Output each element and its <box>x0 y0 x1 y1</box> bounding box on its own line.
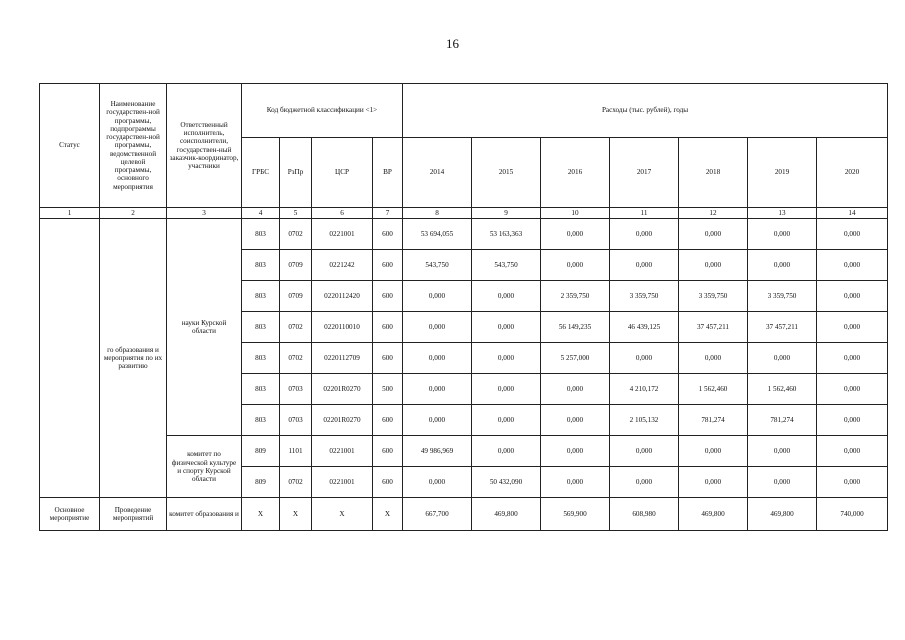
grbs-cell: 803 <box>242 250 280 281</box>
header-name: Наименование государствен-ной программы, подпрограммы государствен-ной программы, ведомственной целевой программы, основного мероприятия <box>100 84 167 208</box>
expense-cell: 0,000 <box>679 467 748 498</box>
column-number: 4 <box>242 208 280 219</box>
header-rzpr: РзПр <box>280 138 312 208</box>
rzpr-cell: 0702 <box>280 219 312 250</box>
table-row <box>40 219 888 250</box>
expense-cell: 3 359,750 <box>679 281 748 312</box>
expense-cell: 56 149,235 <box>541 312 610 343</box>
grbs-cell: 809 <box>242 467 280 498</box>
expense-cell: 0,000 <box>403 467 472 498</box>
expense-cell: 4 210,172 <box>610 374 679 405</box>
expense-cell: 0,000 <box>541 219 610 250</box>
expense-cell: 0,000 <box>541 467 610 498</box>
header-responsible: Ответственный исполнитель, соисполнители, государствен-ный заказчик-координатор, участники <box>167 84 242 208</box>
expense-cell: 37 457,211 <box>748 312 817 343</box>
expense-cell: 0,000 <box>817 312 888 343</box>
rzpr-cell: Х <box>280 498 312 531</box>
header-csr: ЦСР <box>312 138 373 208</box>
expense-cell: 50 432,090 <box>472 467 541 498</box>
vr-cell: 500 <box>373 374 403 405</box>
csr-cell: 02201R0270 <box>312 405 373 436</box>
header-budget-code: Код бюджетной классификации <1> <box>242 84 403 138</box>
status-cell <box>40 219 100 498</box>
grbs-cell: 803 <box>242 374 280 405</box>
vr-cell: 600 <box>373 343 403 374</box>
expense-cell: 1 562,460 <box>679 374 748 405</box>
csr-cell: 0221001 <box>312 436 373 467</box>
header-year: 2016 <box>541 138 610 208</box>
expense-cell: 0,000 <box>817 467 888 498</box>
expense-cell: 0,000 <box>403 405 472 436</box>
expense-cell: 53 694,055 <box>403 219 472 250</box>
csr-cell: 0221001 <box>312 219 373 250</box>
csr-cell: 0220112420 <box>312 281 373 312</box>
expense-cell: 1 562,460 <box>748 374 817 405</box>
expense-cell: 781,274 <box>679 405 748 436</box>
expense-cell: 53 163,363 <box>472 219 541 250</box>
expense-cell: 469,800 <box>472 498 541 531</box>
program-name-cell: Проведение мероприятий <box>100 498 167 531</box>
expense-cell: 469,800 <box>748 498 817 531</box>
expense-cell: 0,000 <box>817 250 888 281</box>
expense-cell: 0,000 <box>472 374 541 405</box>
csr-cell: Х <box>312 498 373 531</box>
vr-cell: 600 <box>373 281 403 312</box>
expense-cell: 0,000 <box>679 219 748 250</box>
expense-cell: 0,000 <box>610 219 679 250</box>
grbs-cell: Х <box>242 498 280 531</box>
table-row <box>40 436 888 467</box>
expense-cell: 0,000 <box>472 405 541 436</box>
column-number: 10 <box>541 208 610 219</box>
vr-cell: 600 <box>373 219 403 250</box>
grbs-cell: 803 <box>242 312 280 343</box>
expense-cell: 0,000 <box>748 250 817 281</box>
program-name-cell: го образования и мероприятия по их развитию <box>100 219 167 498</box>
expense-cell: 0,000 <box>403 312 472 343</box>
expense-cell: 0,000 <box>610 436 679 467</box>
header-status: Статус <box>40 84 100 208</box>
expense-cell: 0,000 <box>679 250 748 281</box>
column-number: 14 <box>817 208 888 219</box>
expense-cell: 3 359,750 <box>610 281 679 312</box>
header-grbs: ГРБС <box>242 138 280 208</box>
expense-cell: 0,000 <box>610 343 679 374</box>
expense-cell: 740,000 <box>817 498 888 531</box>
responsible-cell: комитет образования и <box>167 498 242 531</box>
header-year: 2020 <box>817 138 888 208</box>
vr-cell: 600 <box>373 250 403 281</box>
csr-cell: 0221242 <box>312 250 373 281</box>
grbs-cell: 803 <box>242 219 280 250</box>
rzpr-cell: 0702 <box>280 467 312 498</box>
csr-cell: 0220110010 <box>312 312 373 343</box>
expense-cell: 0,000 <box>541 405 610 436</box>
expense-cell: 0,000 <box>541 436 610 467</box>
grbs-cell: 803 <box>242 405 280 436</box>
expense-cell: 543,750 <box>472 250 541 281</box>
expense-cell: 0,000 <box>748 343 817 374</box>
csr-cell: 02201R0270 <box>312 374 373 405</box>
csr-cell: 0221001 <box>312 467 373 498</box>
column-numbers-row <box>40 208 888 219</box>
header-year: 2014 <box>403 138 472 208</box>
expense-cell: 0,000 <box>679 436 748 467</box>
expense-cell: 0,000 <box>817 219 888 250</box>
column-number: 11 <box>610 208 679 219</box>
header-year: 2015 <box>472 138 541 208</box>
header-year: 2018 <box>679 138 748 208</box>
vr-cell: 600 <box>373 312 403 343</box>
budget-table <box>39 83 888 531</box>
expense-cell: 0,000 <box>472 436 541 467</box>
expense-cell: 0,000 <box>541 374 610 405</box>
rzpr-cell: 1101 <box>280 436 312 467</box>
expense-cell: 0,000 <box>817 374 888 405</box>
expense-cell: 0,000 <box>748 219 817 250</box>
expense-cell: 2 359,750 <box>541 281 610 312</box>
vr-cell: 600 <box>373 467 403 498</box>
expense-cell: 49 986,969 <box>403 436 472 467</box>
expense-cell: 0,000 <box>610 250 679 281</box>
column-number: 8 <box>403 208 472 219</box>
expense-cell: 5 257,000 <box>541 343 610 374</box>
rzpr-cell: 0703 <box>280 374 312 405</box>
expense-cell: 37 457,211 <box>679 312 748 343</box>
expense-cell: 0,000 <box>541 250 610 281</box>
expense-cell: 2 105,132 <box>610 405 679 436</box>
column-number: 13 <box>748 208 817 219</box>
expense-cell: 543,750 <box>403 250 472 281</box>
csr-cell: 0220112709 <box>312 343 373 374</box>
status-cell: Основное мероприятие <box>40 498 100 531</box>
expense-cell: 0,000 <box>817 281 888 312</box>
column-number: 3 <box>167 208 242 219</box>
grbs-cell: 803 <box>242 343 280 374</box>
column-number: 5 <box>280 208 312 219</box>
rzpr-cell: 0709 <box>280 250 312 281</box>
page-number: 16 <box>446 36 459 51</box>
column-number: 1 <box>40 208 100 219</box>
expense-cell: 667,700 <box>403 498 472 531</box>
column-number: 2 <box>100 208 167 219</box>
expense-cell: 3 359,750 <box>748 281 817 312</box>
expense-cell: 46 439,125 <box>610 312 679 343</box>
expense-cell: 0,000 <box>817 436 888 467</box>
expense-cell: 0,000 <box>817 343 888 374</box>
header-row <box>40 84 888 138</box>
expense-cell: 0,000 <box>403 343 472 374</box>
grbs-cell: 809 <box>242 436 280 467</box>
column-number: 6 <box>312 208 373 219</box>
vr-cell: 600 <box>373 405 403 436</box>
column-number: 7 <box>373 208 403 219</box>
rzpr-cell: 0702 <box>280 312 312 343</box>
responsible-cell: науки Курской области <box>167 219 242 436</box>
expense-cell: 0,000 <box>748 436 817 467</box>
responsible-cell: комитет по физической культуре и спорту Курской области <box>167 436 242 498</box>
header-vr: ВР <box>373 138 403 208</box>
header-year: 2019 <box>748 138 817 208</box>
expense-cell: 0,000 <box>403 374 472 405</box>
grbs-cell: 803 <box>242 281 280 312</box>
expense-cell: 0,000 <box>679 343 748 374</box>
expense-cell: 608,980 <box>610 498 679 531</box>
expense-cell: 0,000 <box>610 467 679 498</box>
rzpr-cell: 0702 <box>280 343 312 374</box>
expense-cell: 469,800 <box>679 498 748 531</box>
header-expenses: Расходы (тыс. рублей), годы <box>403 84 888 138</box>
table-row-main-activity <box>40 498 888 531</box>
expense-cell: 781,274 <box>748 405 817 436</box>
expense-cell: 0,000 <box>472 343 541 374</box>
expense-cell: 0,000 <box>817 405 888 436</box>
expense-cell: 0,000 <box>748 467 817 498</box>
vr-cell: 600 <box>373 436 403 467</box>
header-year: 2017 <box>610 138 679 208</box>
expense-cell: 0,000 <box>472 312 541 343</box>
expense-cell: 0,000 <box>403 281 472 312</box>
rzpr-cell: 0709 <box>280 281 312 312</box>
vr-cell: Х <box>373 498 403 531</box>
rzpr-cell: 0703 <box>280 405 312 436</box>
column-number: 12 <box>679 208 748 219</box>
expense-cell: 569,900 <box>541 498 610 531</box>
expense-cell: 0,000 <box>472 281 541 312</box>
column-number: 9 <box>472 208 541 219</box>
